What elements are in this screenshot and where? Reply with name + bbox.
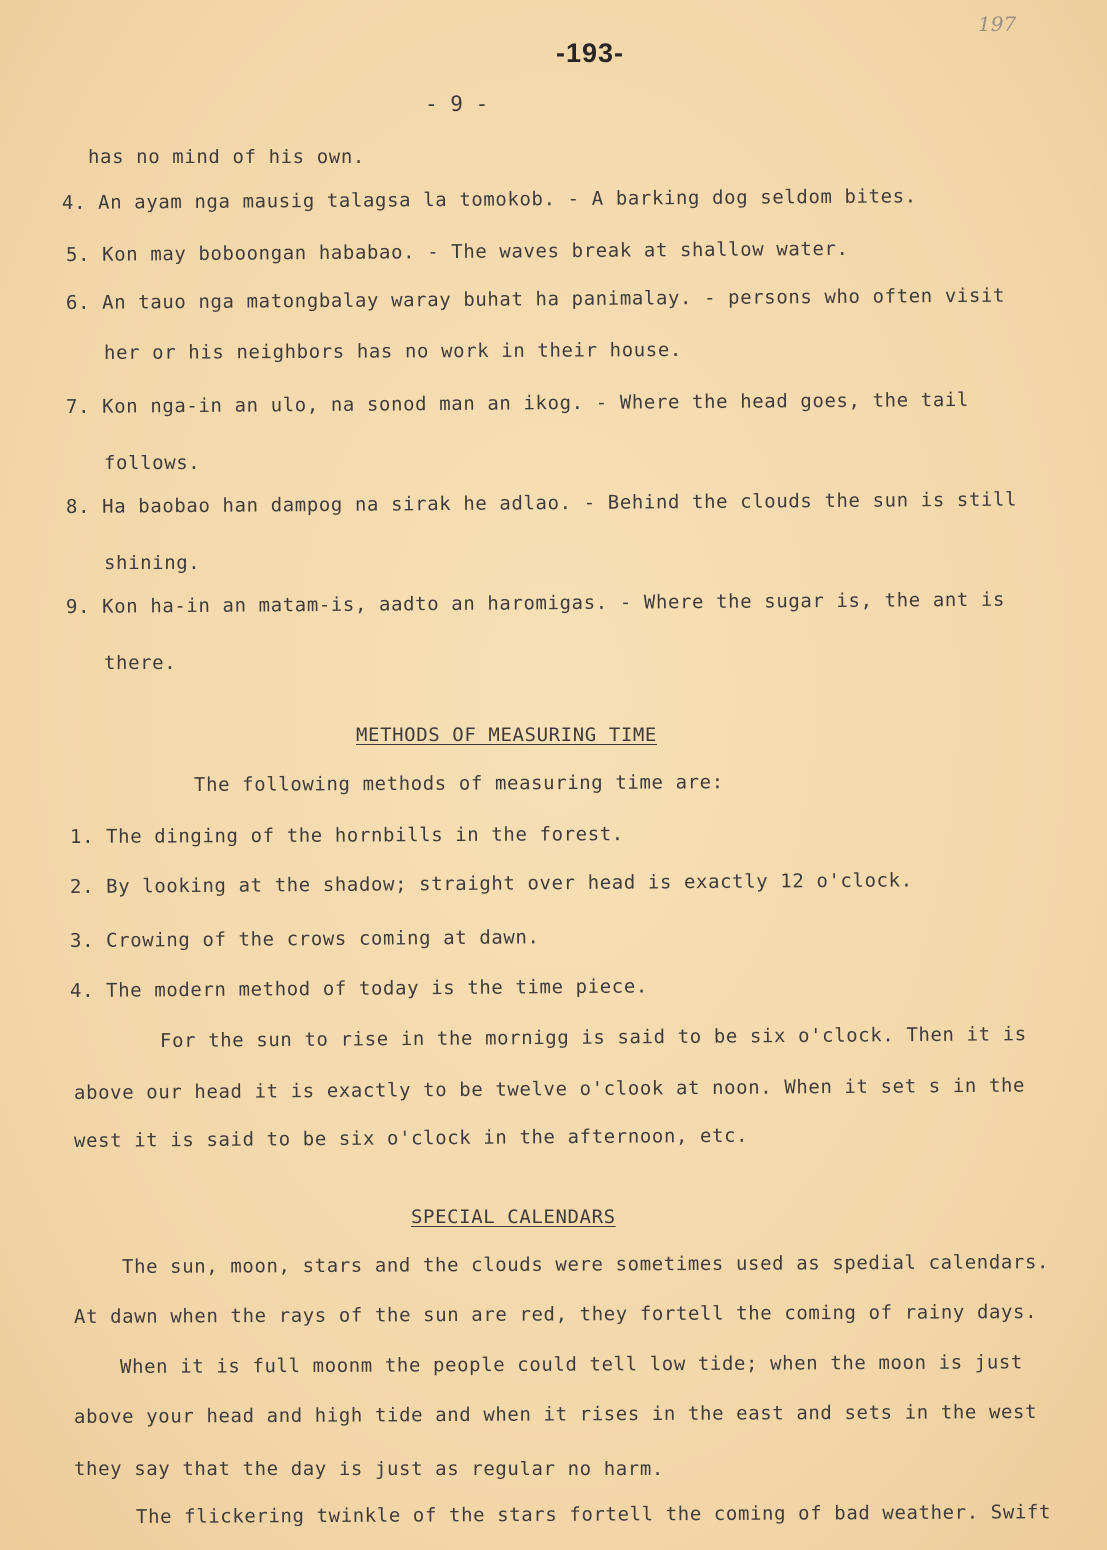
proverb-item: her or his neighbors has no work in their house. xyxy=(103,338,682,364)
section-heading-calendars: SPECIAL CALENDARS xyxy=(411,1206,616,1228)
proverb-item: 5. Kon may boboongan hababao. - The waves break at shallow water. xyxy=(65,237,849,266)
proverb-item: follows. xyxy=(104,452,201,474)
calendars-line: At dawn when the rays of the sun are red, they fortell the coming of rainy days. xyxy=(73,1300,1038,1328)
method-item: 4. The modern method of today is the time piece. xyxy=(69,975,648,1002)
methods-paragraph-line: For the sun to rise in the mornigg is said to be six o'clock. Then it is xyxy=(159,1023,1027,1052)
section-heading-methods: METHODS OF MEASURING TIME xyxy=(356,724,657,746)
method-item: 3. Crowing of the crows coming at dawn. xyxy=(69,926,540,952)
proverb-continuation: has no mind of his own. xyxy=(88,146,365,168)
archive-stamp-number: -193- xyxy=(556,38,625,68)
methods-paragraph-line: west it is said to be six o'clock in the afternoon, etc. xyxy=(73,1124,749,1152)
page-number: - 9 - xyxy=(425,92,489,116)
methods-paragraph-line: above our head it is exactly to be twelve o'clook at noon. When it set s in the xyxy=(73,1074,1026,1104)
proverb-item: 4. An ayam nga mausig talagsa la tomokob. - A barking dog seldom bites. xyxy=(61,185,917,214)
method-item: 2. By looking at the shadow; straight over head is exactly 12 o'clock. xyxy=(69,869,913,898)
calendars-line: above your head and high tide and when it rises in the east and sets in the west xyxy=(73,1400,1038,1428)
calendars-line: The flickering twinkle of the stars fortell the coming of bad weather. Swift xyxy=(135,1501,1052,1528)
method-item: 1. The dinging of the hornbills in the forest. xyxy=(69,823,624,848)
proverb-item: there. xyxy=(104,652,177,674)
proverb-item: 9. Kon ha-in an matam-is, aadto an haromigas. - Where the sugar is, the ant is xyxy=(65,588,1006,618)
proverb-item: 7. Kon nga-in an ulo, na sonod man an ikog. - Where the head goes, the tail xyxy=(65,388,969,418)
calendars-line: The sun, moon, stars and the clouds were sometimes used as spedial calendars. xyxy=(121,1251,1050,1278)
calendars-line: they say that the day is just as regular no harm. xyxy=(74,1458,664,1480)
methods-intro: The following methods of measuring time are: xyxy=(193,771,724,796)
handwritten-corner-mark: 197 xyxy=(978,12,1017,36)
calendars-line: When it is full moonm the people could tell low tide; when the moon is just xyxy=(119,1351,1023,1378)
proverb-item: 8. Ha baobao han dampog na sirak he adlao. - Behind the clouds the sun is still xyxy=(65,488,1018,518)
proverb-item: 6. An tauo nga matongbalay waray buhat ha panimalay. - persons who often visit xyxy=(65,284,1006,314)
proverb-item: shining. xyxy=(104,552,201,574)
